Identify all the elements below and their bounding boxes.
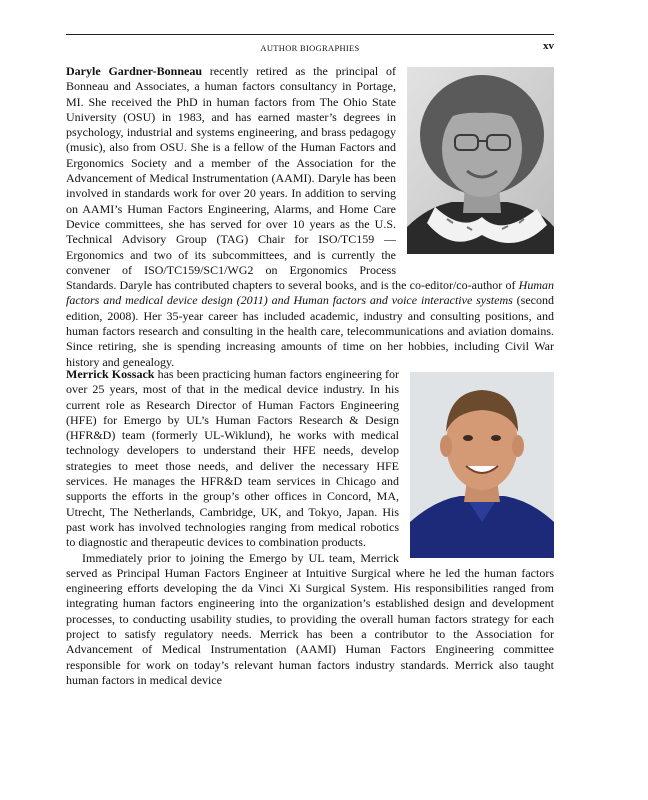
bio-daryle-text: recently retired as the principal of Bonneau and Associates, a human factors consultancy in Portage, MI. She received the PhD in human factors from The Ohio State University (OSU) in 1983, and has earned master’s degrees in psychology, industrial and systems engineering, and brass pedagogy (music), also from OSU. She is a fellow of the Human Factors and Ergonomics Society and a member of the Association for the Advancement of Medical Instrumentation (AAMI). Daryle has been involved in standards work for over 20 years. In addition to serving on AAMI’s Human Factors Engineering, Alarms, and Home Care Device committees, she has served for over 10 years as the U.S. Technical Advisory Group (TAG) Chair for ISO/TC159 — Ergonomics and two of its subcommittees, and is currently the convener of ISO/TC159/SC1/WG2 on Ergonomics Process Standards. Daryle has contributed chapters to several books, and is the co-editor/co-author of	[66, 64, 519, 293]
bio-daryle-text-end: (second edition, 2008). Her 35-year career has included academic, industry and consulting positions, and human factors research and consulting in the health care, telecommunications and aviation domains. Since retiring, she is spending increasing amounts of time on her hobbies, including Civil War history and genealogy.	[66, 293, 555, 369]
bio-daryle-book-titles: Human factors and medical device design (2011) and Human factors and voice interactive systems	[66, 278, 554, 308]
bio-daryle	[66, 64, 554, 370]
running-title: AUTHOR BIOGRAPHIES	[260, 43, 360, 53]
photo-spacer	[399, 367, 554, 563]
bio-merrick-paragraph-2: Immediately prior to joining the Emergo by UL team, Merrick served as Principal Human Factors Engineer at Intuitive Surgical where he led the human factors engineering efforts developing the da Vinci Xi Surgical System. His responsibilities ranged from integrating human factors engineering into the organization’s established design and development processes, to conducting usability studies, to providing the overall human factors strategy for each project to satisfy regulatory needs. Merrick has been a contributor to the Association for Advancement of Medical Instrumentation (AAMI) Human Factors Engineering committee responsible for work on today’s relevant human factors industry standards. Merrick also taught human factors in medical device	[66, 550, 554, 687]
page-number: xv	[543, 40, 554, 52]
author-name-daryle: Daryle Gardner-Bonneau	[66, 64, 203, 78]
bio-merrick	[66, 367, 554, 688]
running-head	[66, 40, 554, 56]
author-name-merrick: Merrick Kossack	[66, 367, 155, 381]
header-rule	[66, 34, 554, 35]
bio-merrick-text-1: has been practicing human factors engineering for over 25 years, most of that in the medical device industry. In his current role as Research Director of Human Factors Engineering (HFE) for Emergo by UL’s Human Factors Research & Design (HFR&D) team (formerly UL-Wiklund), he works with medical technology developers to understand their HFE needs, develop strategies to meet those needs, and deliver the necessary HFE services. He manages the HFR&D team services in Chicago and supports the efforts in the group’s other offices in Concord, MA, Utrecht, The Netherlands, Cambridge, UK, and Tokyo, Japan. His past work has involved technologies ranging from medical robotics to diagnostic and therapeutic devices to combination products.	[66, 367, 399, 550]
photo-spacer	[396, 64, 554, 270]
